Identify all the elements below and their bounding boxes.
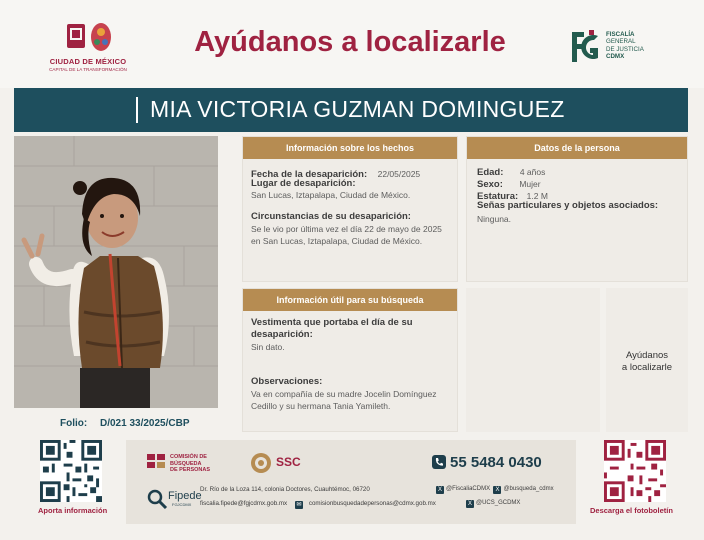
- x-icon: X: [467, 501, 472, 507]
- fipede-text: Fipede: [168, 490, 202, 502]
- help-line-1: Ayúdanos: [625, 350, 669, 361]
- cdmx-logo: [48, 20, 128, 76]
- email-fipede[interactable]: fiscalia.fipede@fgjcdmx.gob.mx: [200, 500, 288, 507]
- fipede-magnifier-icon: [146, 488, 168, 510]
- fecha-value: 22/05/2025: [377, 169, 421, 179]
- social-row-1: [436, 486, 554, 494]
- cbp-emblem-icon: [146, 452, 168, 470]
- x-icon: X: [495, 487, 500, 493]
- fgj-logo: [568, 28, 668, 68]
- phone-text: 55 5484 0430: [450, 454, 542, 471]
- cdmx-emblem-icon: [53, 20, 123, 54]
- fgj-text: [606, 31, 644, 61]
- estatura-label: Estatura:: [477, 191, 519, 202]
- vestimenta-value: Sin dato.: [251, 342, 285, 352]
- observaciones-line-1: Va en compañía de su madre Jocelin Domínguez: [251, 389, 437, 399]
- fipede-logo: [146, 488, 202, 510]
- page-title: Ayúdanos a localizarle: [194, 26, 506, 58]
- emails: [200, 500, 442, 509]
- senas-label: Señas particulares y objetos asociados:: [477, 200, 659, 211]
- banner-divider: [136, 97, 138, 123]
- estatura-value: 1.2 M: [526, 191, 548, 201]
- x-icon: X: [437, 487, 442, 493]
- folio: [14, 412, 234, 434]
- folio-label: Folio:: [60, 418, 88, 429]
- busqueda-heading: Información útil para su búsqueda: [243, 289, 457, 311]
- help-box: [606, 288, 688, 432]
- ssc-logo: [250, 452, 301, 472]
- qr-code-right[interactable]: [604, 440, 666, 502]
- fgj-line-2: GENERAL: [606, 38, 636, 46]
- vestimenta-label-2: desaparición:: [251, 329, 313, 340]
- help-line-2: a localizarle: [621, 362, 673, 373]
- person-photo: [14, 136, 218, 408]
- cbp-line-2: DE PERSONAS: [170, 467, 211, 474]
- cbp-logo: [146, 452, 226, 472]
- qr-code-left[interactable]: [40, 440, 102, 502]
- social-busqueda[interactable]: @busqueda_cdmx: [503, 486, 554, 492]
- fecha-label: Fecha de la desaparición:: [251, 169, 368, 180]
- datos-heading: Datos de la persona: [467, 137, 687, 159]
- phone-number[interactable]: [432, 454, 542, 471]
- hechos-panel: [242, 136, 458, 282]
- cbp-text: [170, 454, 226, 474]
- mail-icon: ✉: [296, 502, 302, 508]
- address: Dr. Río de la Loza 114, colonia Doctores, Cuauhtémoc, 06720: [200, 486, 370, 493]
- photo-illustration: [14, 136, 218, 408]
- fgj-line-1: FISCALÍA: [606, 31, 635, 38]
- empty-panel: [466, 288, 600, 432]
- sexo-value: Mujer: [519, 179, 541, 189]
- social-ucs[interactable]: @UCS_GCDMX: [476, 500, 521, 506]
- circ-line-2: en San Lucas, Iztapalapa, Ciudad de México.: [251, 236, 423, 246]
- circ-label: Circunstancias de su desaparición:: [251, 211, 411, 222]
- name-banner: [14, 88, 688, 132]
- email-comision[interactable]: comisionbusquedadepersonas@cdmx.gob.mx: [308, 500, 436, 507]
- social-row-2: [466, 500, 520, 508]
- edad-value: 4 años: [519, 167, 546, 177]
- datos-panel: [466, 136, 688, 282]
- lugar-value: San Lucas, Iztapalapa, Ciudad de México.: [251, 190, 411, 200]
- qr-left-caption: Aporta información: [38, 506, 108, 515]
- sexo-label: Sexo:: [477, 179, 503, 190]
- contact-footer: [126, 440, 576, 524]
- senas-value: Ninguna.: [477, 214, 512, 224]
- cdmx-name: CIUDAD DE MÉXICO: [49, 57, 127, 66]
- phone-icon: [432, 455, 446, 469]
- fgj-emblem-icon: [568, 28, 602, 66]
- circ-line-1: Se le vio por última vez el día 22 de mayo de 2025: [251, 224, 442, 234]
- vestimenta-label-1: Vestimenta que portaba el día de su: [251, 317, 413, 328]
- header: [0, 0, 704, 88]
- ssc-badge-icon: [250, 452, 272, 474]
- person-name: MIA VICTORIA GUZMAN DOMINGUEZ: [150, 96, 565, 122]
- edad-label: Edad:: [477, 167, 504, 178]
- observaciones-line-2: Cedillo y su hermana Tania Yamileth.: [251, 401, 391, 411]
- cbp-line-1: COMISIÓN DE BÚSQUEDA: [170, 454, 207, 467]
- qr-right-caption: Descarga el fotoboletín: [590, 506, 673, 515]
- hechos-heading: Información sobre los hechos: [243, 137, 457, 159]
- lugar-label: Lugar de desaparición:: [251, 178, 356, 189]
- ssc-text: SSC: [276, 455, 301, 469]
- fgj-line-4: CDMX: [606, 53, 625, 61]
- busqueda-panel: [242, 288, 458, 432]
- fgj-line-3: DE JUSTICIA: [606, 45, 644, 53]
- fipede-subtext: FGJCDMX: [172, 502, 192, 507]
- social-fiscalia[interactable]: @FiscaliaCDMX: [446, 486, 491, 492]
- observaciones-label: Observaciones:: [251, 376, 323, 387]
- cdmx-subtitle: CAPITAL DE LA TRANSFORMACIÓN: [49, 67, 127, 72]
- folio-value: D/021 33/2025/CBP: [100, 418, 190, 429]
